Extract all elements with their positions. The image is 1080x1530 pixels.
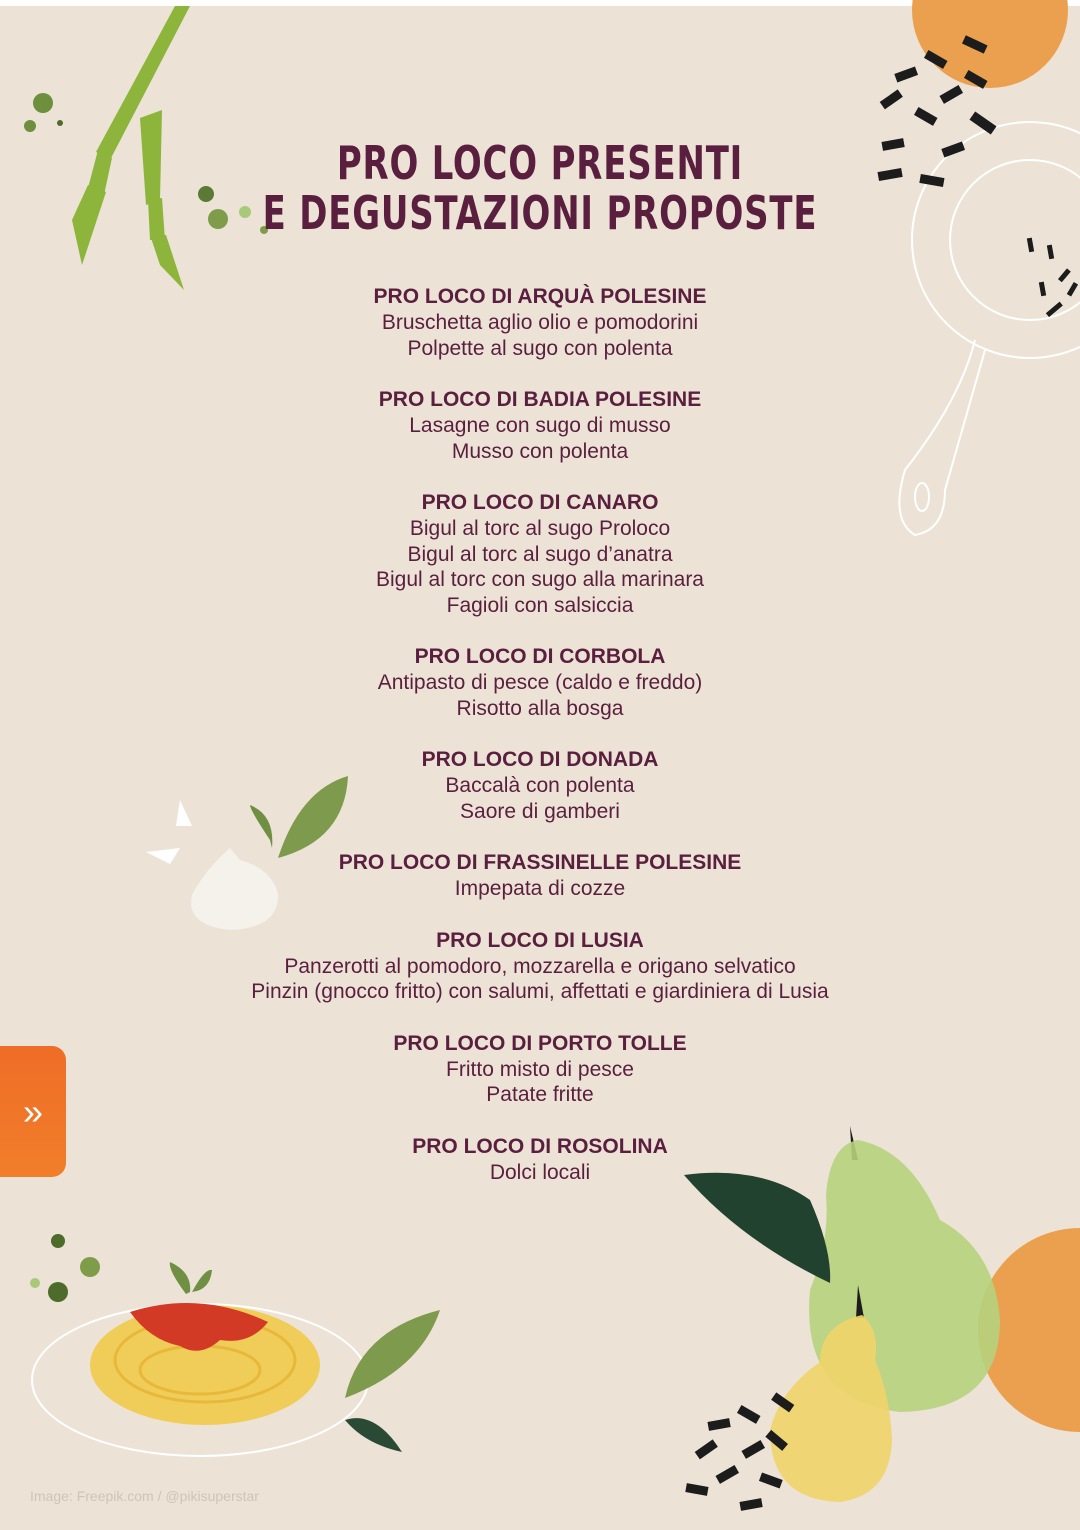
pro-loco-section bbox=[0, 928, 1080, 1005]
pro-loco-section bbox=[0, 747, 1080, 824]
pro-loco-section bbox=[0, 1031, 1080, 1108]
pro-loco-name: PRO LOCO DI PORTO TOLLE bbox=[393, 1031, 687, 1055]
orange-circle-top-icon bbox=[912, 0, 1068, 88]
dish-item: Polpette al sugo con polenta bbox=[407, 336, 673, 360]
image-credit: Image: Freepik.com / @pikisuperstar bbox=[30, 1488, 259, 1504]
dish-item: Dolci locali bbox=[489, 1160, 591, 1184]
pro-loco-section bbox=[0, 387, 1080, 464]
dish-item: Fagioli con salsiccia bbox=[446, 593, 634, 617]
dish-item: Saore di gamberi bbox=[460, 799, 620, 823]
dish-item: Lasagne con sugo di musso bbox=[409, 414, 671, 437]
page-title bbox=[97, 138, 983, 238]
dish-item: Fritto misto di pesce bbox=[446, 1057, 634, 1081]
spaghetti-plate-icon bbox=[30, 1234, 440, 1456]
dish-item: Pinzin (gnocco fritto) con salumi, affettati e giardiniera di Lusia bbox=[251, 980, 829, 1003]
pro-loco-name: PRO LOCO DI FRASSINELLE POLESINE bbox=[338, 851, 742, 874]
dish-item: Panzerotti al pomodoro, mozzarella e origano selvatico bbox=[284, 954, 796, 978]
page-title-line-2: E DEGUSTAZIONI PROPOSTE bbox=[262, 186, 818, 240]
dish-item: Bigul al torc con sugo alla marinara bbox=[375, 568, 704, 591]
pro-loco-name: PRO LOCO DI BADIA POLESINE bbox=[378, 388, 702, 411]
pro-loco-list bbox=[0, 284, 1080, 1211]
dish-item: Bigul al torc al sugo Proloco bbox=[409, 517, 671, 540]
page-title-line-1: PRO LOCO PRESENTI bbox=[336, 136, 744, 190]
dish-item: Impepata di cozze bbox=[454, 877, 626, 900]
pro-loco-name: PRO LOCO DI CORBOLA bbox=[414, 645, 666, 668]
dish-item: Bigul al torc al sugo d’anatra bbox=[407, 542, 673, 566]
pro-loco-section bbox=[0, 284, 1080, 361]
pro-loco-section bbox=[0, 1134, 1080, 1186]
pro-loco-section bbox=[0, 490, 1080, 618]
double-chevron-right-icon: » bbox=[22, 1090, 44, 1132]
next-page-tab[interactable] bbox=[0, 1046, 66, 1177]
pro-loco-name: PRO LOCO DI ROSOLINA bbox=[412, 1134, 668, 1158]
dish-item: Patate fritte bbox=[486, 1083, 594, 1106]
dish-item: Risotto alla bosga bbox=[456, 696, 624, 720]
pro-loco-name: PRO LOCO DI ARQUÀ POLESINE bbox=[373, 285, 707, 308]
pro-loco-name: PRO LOCO DI CANARO bbox=[421, 491, 659, 514]
pro-loco-section bbox=[0, 850, 1080, 902]
pro-loco-name: PRO LOCO DI LUSIA bbox=[436, 928, 644, 952]
pro-loco-name: PRO LOCO DI DONADA bbox=[421, 748, 659, 771]
pro-loco-section bbox=[0, 644, 1080, 721]
dish-item: Bruschetta aglio olio e pomodorini bbox=[381, 311, 699, 334]
dish-item: Baccalà con polenta bbox=[445, 774, 635, 797]
dish-item: Antipasto di pesce (caldo e freddo) bbox=[377, 671, 703, 694]
dish-item: Musso con polenta bbox=[451, 439, 629, 463]
